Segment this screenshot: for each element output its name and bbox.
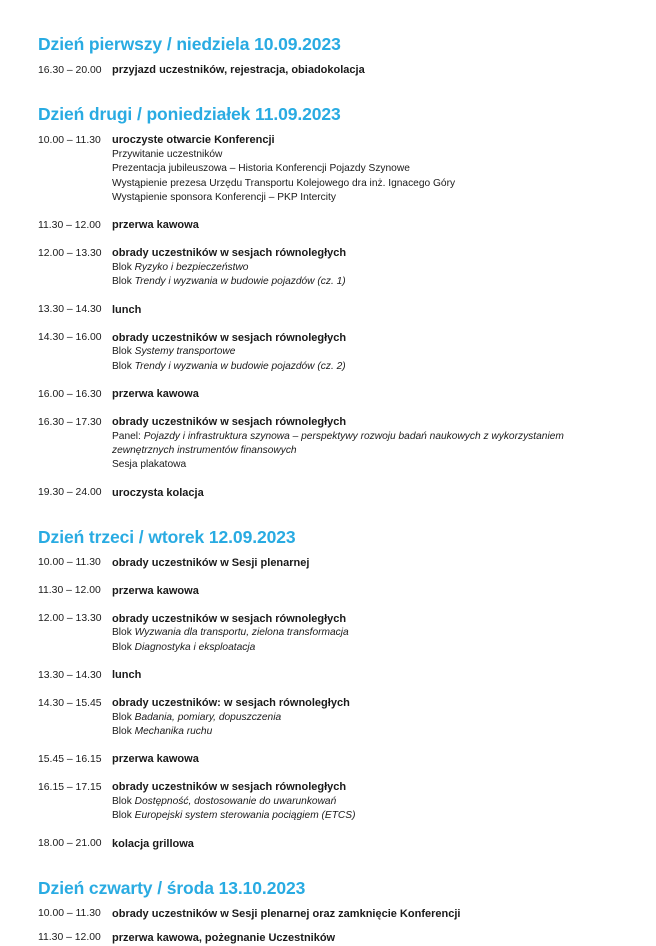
entry-headline: obrady uczestników w sesjach równoległych: [112, 331, 347, 344]
agenda-entry: [38, 303, 616, 318]
agenda-entry: [38, 752, 616, 767]
entry-time: 12.00 – 13.30: [38, 613, 102, 625]
day-title: Dzień pierwszy / niedziela 10.09.2023: [38, 34, 341, 54]
entry-headline: obrady uczestników: w sesjach równoległych: [112, 697, 350, 710]
entry-subitems: [112, 261, 616, 290]
entry-time: 16.30 – 17.30: [38, 416, 102, 428]
entry-time: 12.00 – 13.30: [38, 247, 102, 259]
agenda-entry: [38, 837, 616, 852]
entry-time: 11.30 – 12.00: [38, 585, 101, 597]
entry-subitem: Blok Ryzyko i bezpieczeństwo: [112, 261, 249, 273]
entry-subitem: Sesja plakatowa: [112, 459, 187, 471]
day-block: [38, 34, 616, 78]
entry-headline: przerwa kawowa: [112, 753, 199, 766]
agenda-entry: [38, 612, 616, 655]
entry-time: 11.30 – 12.00: [38, 219, 101, 231]
entry-body: [112, 907, 616, 922]
day-title: Dzień drugi / poniedziałek 11.09.2023: [38, 104, 341, 125]
agenda-entry: [38, 331, 616, 374]
entry-body: [112, 218, 616, 233]
entry-time: 16.30 – 20.00: [38, 64, 102, 76]
day-block: [38, 104, 616, 501]
entry-time: 13.30 – 14.30: [38, 669, 102, 681]
entry-subitems: [112, 626, 616, 655]
entry-subitem: Wystąpienie prezesa Urzędu Transportu Kolejowego dra inż. Ignacego Góry: [112, 177, 456, 189]
entry-body: [112, 63, 616, 78]
entry-time: 14.30 – 16.00: [38, 332, 102, 344]
entry-time: 16.00 – 16.30: [38, 388, 102, 400]
entry-headline: obrady uczestników w Sesji plenarnej oraz zamknięcie Konferencji: [112, 907, 461, 920]
entry-body: [112, 246, 616, 289]
day-block: [38, 878, 616, 946]
entry-headline: przerwa kawowa: [112, 584, 199, 597]
entry-headline: przerwa kawowa: [112, 219, 199, 232]
entry-subitem: Blok Dostępność, dostosowanie do uwarunkowań: [112, 795, 337, 807]
entry-time: 10.00 – 11.30: [38, 557, 101, 569]
entry-body: [112, 696, 616, 739]
entry-headline: obrady uczestników w Sesji plenarnej: [112, 556, 310, 569]
entry-subitem: Blok Wyzwania dla transportu, zielona transformacja: [112, 627, 349, 639]
entry-subitem: Wystąpienie sponsora Konferencji – PKP Intercity: [112, 191, 336, 203]
entry-subitems: [112, 795, 616, 824]
agenda-entry: [38, 486, 616, 501]
day-block: [38, 527, 616, 852]
agenda-entry: [38, 584, 616, 599]
entry-subitem: Blok Systemy transportowe: [112, 346, 236, 358]
day-title: Dzień trzeci / wtorek 12.09.2023: [38, 526, 296, 547]
entry-body: [112, 668, 616, 683]
entry-body: [112, 752, 616, 767]
entry-body: [112, 415, 616, 473]
agenda-entry: [38, 696, 616, 739]
entry-subitems: [112, 711, 616, 740]
entry-body: [112, 931, 616, 946]
entry-body: [112, 133, 616, 205]
day-title: Dzień czwarty / środa 13.10.2023: [38, 877, 306, 898]
entry-time: 11.30 – 12.00: [38, 932, 101, 944]
agenda-entry: [38, 218, 616, 233]
entry-headline: przyjazd uczestników, rejestracja, obiadokolacja: [112, 64, 365, 77]
entry-headline: uroczyste otwarcie Konferencji: [112, 134, 275, 147]
entry-time: 15.45 – 16.15: [38, 753, 102, 765]
entry-body: [112, 331, 616, 374]
entry-subitem: Blok Badania, pomiary, dopuszczenia: [112, 711, 282, 723]
agenda-entry: [38, 246, 616, 289]
agenda-entry: [38, 63, 616, 78]
entry-time: 19.30 – 24.00: [38, 487, 102, 499]
entry-subitems: [112, 430, 616, 473]
agenda-entry: [38, 907, 616, 922]
entry-headline: obrady uczestników w sesjach równoległych: [112, 781, 347, 794]
agenda-entry: [38, 387, 616, 402]
entry-headline: uroczysta kolacja: [112, 486, 204, 499]
agenda-entry: [38, 668, 616, 683]
entry-time: 18.00 – 21.00: [38, 838, 102, 850]
entry-time: 14.30 – 15.45: [38, 697, 102, 709]
entry-headline: obrady uczestników w sesjach równoległych: [112, 416, 347, 428]
entry-subitem: Blok Trendy i wyzwania w budowie pojazdów (cz. 1): [112, 276, 346, 288]
entry-body: [112, 612, 616, 655]
entry-subitem: Blok Diagnostyka i eksploatacja: [112, 641, 256, 653]
entry-body: [112, 387, 616, 402]
entry-headline: kolacja grillowa: [112, 837, 194, 850]
entry-time: 13.30 – 14.30: [38, 304, 102, 316]
entry-body: [112, 837, 616, 852]
entry-time: 16.15 – 17.15: [38, 781, 102, 793]
entry-headline: obrady uczestników w sesjach równoległych: [112, 612, 347, 625]
agenda-entry: [38, 931, 616, 946]
entry-time: 10.00 – 11.30: [38, 134, 101, 146]
entry-headline: przerwa kawowa: [112, 388, 199, 400]
agenda-entry: [38, 133, 616, 205]
agenda-entry: [38, 556, 616, 571]
entry-headline: lunch: [112, 669, 142, 682]
entry-body: [112, 486, 616, 501]
entry-subitems: [112, 345, 616, 374]
agenda-entry: [38, 780, 616, 823]
entry-headline: obrady uczestników w sesjach równoległych: [112, 247, 347, 260]
entry-subitems: [112, 148, 616, 206]
entry-body: [112, 584, 616, 599]
entry-body: [112, 780, 616, 823]
entry-subitem: Blok Europejski system sterowania pociągiem (ETCS): [112, 810, 356, 822]
entry-body: [112, 556, 616, 571]
entry-subitem: Przywitanie uczestników: [112, 148, 223, 160]
entry-subitem: Prezentacja jubileuszowa – Historia Konferencji Pojazdy Szynowe: [112, 163, 410, 175]
entry-time: 10.00 – 11.30: [38, 908, 101, 920]
entry-subitem: Panel: Pojazdy i infrastruktura szynowa – perspektywy rozwoju badań naukowych z wykorzystaniem zewnętrznych instrumentów finansowych: [112, 430, 564, 456]
entry-subitem: Blok Mechanika ruchu: [112, 726, 213, 738]
entry-headline: lunch: [112, 303, 142, 316]
entry-body: [112, 303, 616, 318]
agenda-entry: [38, 415, 616, 473]
entry-subitem: Blok Trendy i wyzwania w budowie pojazdów (cz. 2): [112, 360, 346, 372]
entry-headline: przerwa kawowa, pożegnanie Uczestników: [112, 931, 336, 944]
